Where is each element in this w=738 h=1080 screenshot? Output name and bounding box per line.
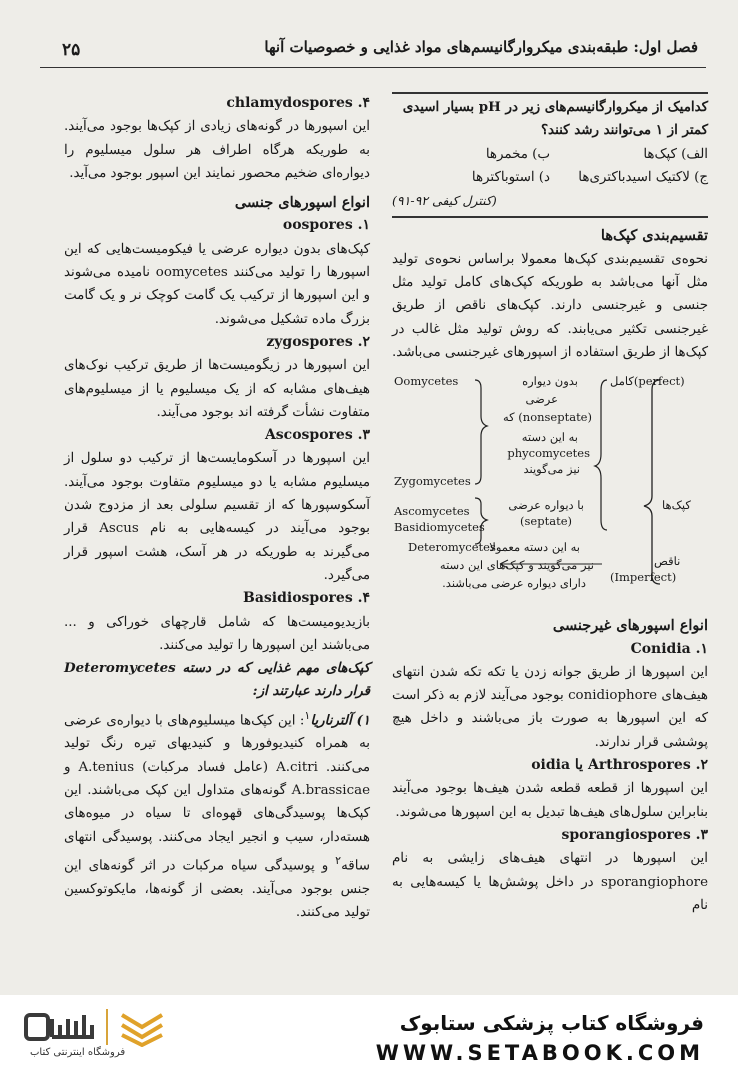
page-number: ۲۵ bbox=[62, 40, 81, 60]
question-stem-1: کدامیک از میکروارگانیسم‌های زیر در pH بسیار اسیدی bbox=[402, 99, 708, 115]
arthrospores-title: Arthrospores .۲ یا oidia bbox=[531, 757, 708, 774]
oospores-title: oospores .۱ bbox=[282, 217, 370, 234]
diagram-nonseptate-1: بدون دیواره bbox=[522, 374, 578, 389]
alternaria-footnote-2: ۲ bbox=[335, 853, 342, 867]
diagram-deteromycetes: Deteromycetes bbox=[408, 540, 496, 555]
left-column bbox=[64, 92, 370, 924]
diagram-nonseptate-5: phycomycetes bbox=[507, 446, 590, 461]
question-source: (کنترل کیفی ۹۲-۹۱) bbox=[392, 193, 497, 209]
store-url[interactable]: WWW.SETABOOK.COM bbox=[375, 1041, 704, 1065]
arthrospores-text: این اسپورها از قطعه قطعه شدن هیف‌ها بوجود می‌آیند بنابراین سلول‌های هیف‌ها تبدیل به این اسپورها می‌شوند. bbox=[392, 781, 708, 820]
option-a: الف) کپک‌ها bbox=[643, 146, 708, 162]
diagram-det-2: نیز می‌گویند و کپک‌های این دسته bbox=[439, 558, 594, 573]
diagram-nonseptate-6: نیز می‌گویند bbox=[523, 462, 580, 477]
diagram-nonseptate-3: (nonseptate) که bbox=[502, 410, 592, 425]
alternaria-label: ۱) آلترناریا bbox=[310, 712, 370, 729]
basidiospores-title: Basidiospores .۴ bbox=[243, 590, 370, 607]
store-footer-banner bbox=[0, 995, 738, 1080]
question-options-row-1 bbox=[392, 143, 708, 166]
option-c: ج) لاکتیک اسیدباکتری‌ها bbox=[578, 169, 708, 185]
important-molds-heading: کپک‌های مهم غذایی که در دسته Deteromycetes قرار دارند عبارتند از: bbox=[64, 660, 370, 700]
sporangiospores-title: sporangiospores .۳ bbox=[561, 826, 708, 843]
chapter-title: فصل اول: طبقه‌بندی میکروارگانیسم‌های مواد غذایی و خصوصیات آنها bbox=[264, 38, 698, 56]
diagram-root: کپک‌ها bbox=[662, 498, 691, 513]
diagram-nonseptate-4: به این دسته bbox=[521, 430, 578, 445]
oospores-text: کپک‌های بدون دیواره عرضی یا فیکومیست‌هایی که این اسپورها را تولید می‌کنند oomycetes نامیده می‌شوند و این اسپورها از ترکیب یک گامت کوچک نر و یک گامت بزرگ ماده تشکیل می‌شوند. bbox=[64, 241, 370, 327]
ascospores-text: این اسپورها در آسکومایست‌ها از ترکیب دو سلول از میسلیوم مشابه یا دو میسلیوم متفاوت بوجود می‌آیند. آسکوسپورها که از تقسیم سلولی بعد از مزدوج شدن بوجود می‌آیند در کیسه‌هایی به نام Ascus قرار می‌گیرند به طوریکه در هر آسک، هشت اسپور قرار می‌گیرد. bbox=[64, 451, 371, 583]
conidia-text: این اسپورها از طریق جوانه زدن یا تکه تکه شدن انتهای هیف‌های conidiophore بوجود می‌آیند لازم به ذکر است که این اسپورها به صورت باز می‌باشند و داخل هیچ پوششی قرار ندارند. bbox=[392, 664, 708, 750]
diagram-septate-1: با دیواره عرضی bbox=[508, 498, 584, 513]
diagram-imperfect-en: (Imperfect) bbox=[610, 570, 677, 585]
right-column bbox=[392, 92, 708, 917]
sporangiospores-text: این اسپورها در انتهای هیف‌های زایشی به نام sporangiophore در داخل پوشش‌ها یا کیسه‌هایی به نام bbox=[392, 851, 708, 913]
alternaria-footnote-1: ۱ bbox=[304, 708, 311, 722]
chlamydospores-text: این اسپورها در گونه‌های زیادی از کپک‌ها بوجود می‌آیند. به طوریکه هرگاه اطراف هر سلول میسلیوم را دیواره‌ای ضخیم محصور نمایند این اسپور بوجود می‌آید. bbox=[64, 119, 370, 181]
alternaria-paragraph bbox=[64, 704, 370, 925]
diagram-nonseptate-2: عرضی bbox=[525, 392, 558, 407]
question-box bbox=[392, 92, 708, 218]
chlamydospores-title: chlamydospores .۴ bbox=[226, 95, 370, 111]
diagram-septate-2: (septate) bbox=[520, 514, 572, 529]
diagram-zygomycetes: Zygomycetes bbox=[394, 474, 471, 489]
asexual-heading: انواع اسپورهای غیرجنسی bbox=[552, 617, 708, 635]
option-b: ب) مخمرها bbox=[485, 146, 550, 162]
diagram-ascomycetes: Ascomycetes bbox=[394, 504, 470, 519]
question-options-row-2 bbox=[392, 166, 708, 189]
ascospores-title: Ascospores .۳ bbox=[264, 427, 370, 444]
alternaria-text: : این کپک‌ها میسلیوم‌های با دیواره‌ی عرضی به همراه کنیدیوفورها و کنیدیهای تیره رنگ تولید می‌کنند. A.citri (عامل فساد مرکبات) A.tenius و A.brassicae گونه‌های متداول این کپک می‌باشند. این کپک‌ها پوسیدگی‌های قهوه‌ای تا سیاه در میوه‌های هسته‌دار، سیب و انجیر ایجاد می‌کنند. پوسیدگی انتهای ساقه bbox=[64, 713, 370, 874]
basidiospores-text: بازیدیومیست‌ها که شامل قارچهای خوراکی و ... می‌باشند این اسپورها را تولید می‌کنند. bbox=[64, 614, 370, 653]
classification-text: نحوه‌ی تقسیم‌بندی کپک‌ها معمولا براساس نحوه‌ی تولید مثل آنها می‌باشد به طوریکه کپک‌های کامل تولید مثل جنسی و غیرجنسی دارند. کپک‌های ناقص از طریق غیرجنسی تکثیر می‌یابند. که روش تولید مثل غالب در کپک‌ها از طریق استفاده از اسپورهای غیرجنسی می‌باشد. bbox=[392, 251, 709, 360]
diagram-det-3: دارای دیواره عرضی می‌باشند. bbox=[442, 576, 586, 591]
sexual-heading: انواع اسپورهای جنسی bbox=[234, 194, 370, 212]
diagram-imperfect-fa: ناقص bbox=[654, 554, 681, 569]
alternaria-text-2: و پوسیدگی سیاه مرکبات در اثر گونه‌های این جنس بوجود می‌آیند. بعضی از گونه‌ها، مایکوتوکسین تولید می‌کنند. bbox=[64, 858, 370, 921]
diagram-oomycetes: Oomycetes bbox=[394, 374, 459, 389]
header-rule bbox=[40, 67, 706, 68]
diagram-basidiomycetes: Basidiomycetes bbox=[394, 520, 485, 535]
mold-classification-diagram bbox=[392, 368, 708, 608]
diagram-det-1: به این دسته معمولا bbox=[489, 540, 580, 555]
classification-heading: تقسیم‌بندی کپک‌ها bbox=[600, 227, 708, 245]
setabook-logo bbox=[24, 1007, 224, 1047]
conidia-title: Conidia .۱ bbox=[630, 640, 708, 657]
logo-subtitle: فروشگاه اینترنتی کتاب bbox=[30, 1047, 126, 1058]
zygospores-text: این اسپورها در زیگومیست‌ها از طریق ترکیب نوک‌های هیف‌های مشابه که از یک میسلیوم یا از میسلیوم‌های متفاوت نشأت گرفته اند بوجود می‌آیند. bbox=[64, 358, 370, 420]
zygospores-title: zygospores .۲ bbox=[266, 333, 370, 350]
store-name: فروشگاه کتاب پزشکی ستابوک bbox=[399, 1011, 704, 1035]
option-d: د) استوباکترها bbox=[471, 169, 550, 185]
diagram-perfect: کامل(perfect) bbox=[610, 374, 685, 389]
question-stem-2: کمتر از ۱ می‌توانند رشد کنند؟ bbox=[540, 122, 708, 139]
